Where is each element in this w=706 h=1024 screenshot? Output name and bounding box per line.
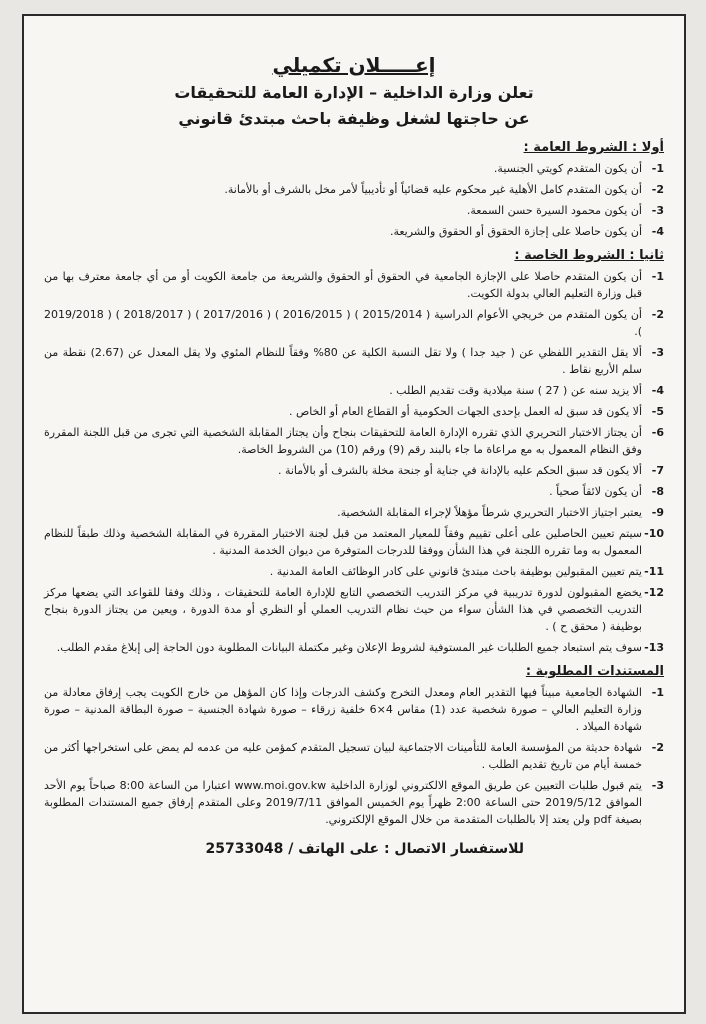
item-text: أن يكون المتقدم حاصلا على الإجازة الجامعية في الحقوق أو الحقوق والشريعة من جامعة الكويت أو من أي جامعة معترف بها من قبل وزارة التعليم العالي بدولة الكويت.: [44, 270, 642, 300]
item-number: 8-: [651, 485, 664, 498]
list-item: [44, 403, 664, 420]
item-number: 4-: [651, 384, 664, 397]
section-list: [44, 268, 664, 656]
item-text: شهادة حديثة من المؤسسة العامة للتأمينات الاجتماعية لبيان تسجيل المتقدم كمؤمن عليه من عدمه لم يمض على استخراجها أكثر من خمسة أيام من تاريخ تقديم الطلب .: [44, 741, 642, 771]
list-item: [44, 344, 664, 378]
contact-phone: 25733048: [205, 841, 284, 857]
contact-label: للاستفسار الاتصال : على الهاتف /: [288, 841, 524, 857]
announcement-page: [22, 14, 686, 1014]
item-number: 13-: [644, 641, 664, 654]
item-number: 4-: [651, 225, 664, 238]
item-number: 5-: [651, 405, 664, 418]
item-text: ألا يقل التقدير اللفظي عن ( جيد جدا ) ولا تقل النسبة الكلية عن 80% وفقاً للنظام المئوي ولا يقل المعدل عن (2.67) نقطة من سلم الأربع نقاط .: [44, 346, 642, 376]
item-text: يخضع المقبولون لدورة تدريبية في مركز التدريب التخصصي التابع للإدارة العامة للتحقيقات ، وذلك وفقا للقواعد التي يضعها مركز التدريب التخصصي في هذا الشأن سواء من حيث نظام التدريب العملي أو النظري أو مدة الدورة ، ويعين من يجتاز الدورة بنجاح بوظيفة ( محقق ح ) .: [44, 586, 642, 633]
job-line: عن حاجتها لشغل وظيفة باحث مبتدئ قانوني: [178, 109, 530, 128]
item-text: أن يكون المتقدم كامل الأهلية غير محكوم عليه قضائياً أو تأديبياً لأمر مخل بالشرف أو بالأمانة.: [224, 183, 642, 196]
item-number: 3-: [651, 346, 664, 359]
list-item: [44, 584, 664, 635]
section-list: [44, 160, 664, 240]
item-text: سوف يتم استبعاد جميع الطلبات غير المستوفية لشروط الإعلان وغير مكتملة البيانات المطلوبة دون الحاجة إلى إبلاغ مقدم الطلب.: [56, 641, 642, 654]
list-item: [44, 777, 664, 828]
item-number: 12-: [644, 586, 664, 599]
item-text: ألا يزيد سنه عن ( 27 ) سنة ميلادية وقت تقديم الطلب .: [389, 384, 642, 397]
list-item: [44, 202, 664, 219]
contact-line: [44, 838, 664, 860]
list-item: [44, 563, 664, 580]
item-number: 2-: [651, 308, 664, 321]
item-text: أن يجتاز الاختبار التحريري الذي تقرره الإدارة العامة للتحقيقات بنجاح وأن يجتاز المقابلة الشخصية التي تجرى من قبل اللجنة المقررة وفق النظام المعمول به مع مراعاة ما جاء بالبند رقم (9) ورقم (10) من الشروط الخاصة.: [44, 426, 642, 456]
item-number: 9-: [651, 506, 664, 519]
item-number: 2-: [651, 183, 664, 196]
item-number: 1-: [651, 686, 664, 699]
announcement-header: [44, 50, 664, 132]
list-item: [44, 306, 664, 340]
list-item: [44, 639, 664, 656]
item-text: ألا يكون قد سبق له العمل بإحدى الجهات الحكومية أو القطاع العام أو الخاص .: [288, 405, 642, 418]
item-text: أن يكون المتقدم كويتي الجنسية.: [493, 162, 642, 175]
list-item: [44, 483, 664, 500]
item-text: سيتم تعيين الحاصلين على أعلى تقييم وفقاً للمعيار المعتمد من قبل لجنة الاختبار المقررة في المقابلة الشخصية وذلك طبقاً للنظام المعمول به وما تقرره اللجنة في هذا الشأن ووفقا للدرجات المتوفرة من ديوان الخدمة المدنية .: [44, 527, 642, 557]
list-item: [44, 684, 664, 735]
sections-container: [44, 138, 664, 828]
item-number: 11-: [644, 565, 664, 578]
item-text: يتم قبول طلبات التعيين عن طريق الموقع الالكتروني لوزارة الداخلية www.moi.gov.kw اعتبارا من الساعة 8:00 صباحاً يوم الأحد الموافق 2019/5/12 حتى الساعة 2:00 ظهراً يوم الخميس الموافق 2019/7/11 وعلى المتقدم إرفاق جميع المستندات المطلوبة بصيغة pdf ولن يعتد إلا بالطلبات المتقدمة من خلال الموقع الإلكتروني.: [44, 779, 643, 826]
item-number: 1-: [651, 270, 664, 283]
item-number: 7-: [651, 464, 664, 477]
list-item: [44, 462, 664, 479]
item-text: الشهادة الجامعية مبيناً فيها التقدير العام ومعدل التخرج وكشف الدرجات وإذا كان المؤهل من خارج الكويت يجب إرفاق معادلة من وزارة التعليم العالي – صورة شخصية عدد (1) مقاس 4×6 خلفية زرقاء – صورة شهادة الجنسية – صورة البطاقة المدنية – صورة شهادة الميلاد .: [44, 686, 642, 733]
item-text: أن يكون لائقاً صحياً .: [549, 485, 642, 498]
list-item: [44, 525, 664, 559]
item-number: 3-: [651, 204, 664, 217]
section-list: [44, 684, 664, 828]
item-number: 10-: [644, 527, 664, 540]
item-text: أن يكون محمود السيرة حسن السمعة.: [466, 204, 642, 217]
ministry-line: تعلن وزارة الداخلية – الإدارة العامة للتحقيقات: [174, 83, 534, 102]
list-item: [44, 223, 664, 240]
item-number: 6-: [651, 426, 664, 439]
list-item: [44, 504, 664, 521]
item-number: 1-: [651, 162, 664, 175]
item-number: 2-: [651, 741, 664, 754]
list-item: [44, 181, 664, 198]
list-item: [44, 424, 664, 458]
item-text: ألا يكون قد سبق الحكم عليه بالإدانة في جناية أو جنحة مخلة بالشرف أو بالأمانة .: [277, 464, 642, 477]
item-text: يعتبر اجتياز الاختبار التحريري شرطاً مؤهلاً لإجراء المقابلة الشخصية.: [337, 506, 642, 519]
item-text: أن يكون المتقدم من خريجي الأعوام الدراسية ( 2015/2014 ) ( 2016/2015 ) ( 2017/2016 ) ( 2018/2017 ) ( 2019/2018 ).: [44, 308, 642, 338]
list-item: [44, 739, 664, 773]
announcement-title: إعـــــلان تكميلي: [272, 53, 436, 77]
list-item: [44, 268, 664, 302]
section-heading: المستندات المطلوبة :: [525, 664, 664, 679]
list-item: [44, 160, 664, 177]
item-text: يتم تعيين المقبولين بوظيفة باحث مبتدئ قانوني على كادر الوظائف العامة المدنية .: [269, 565, 642, 578]
item-text: أن يكون حاصلا على إجازة الحقوق أو الحقوق والشريعة.: [389, 225, 642, 238]
item-number: 3-: [651, 779, 664, 792]
section-heading: ثانيا : الشروط الخاصة :: [514, 248, 664, 263]
list-item: [44, 382, 664, 399]
section-heading: أولا : الشروط العامة :: [523, 140, 664, 155]
